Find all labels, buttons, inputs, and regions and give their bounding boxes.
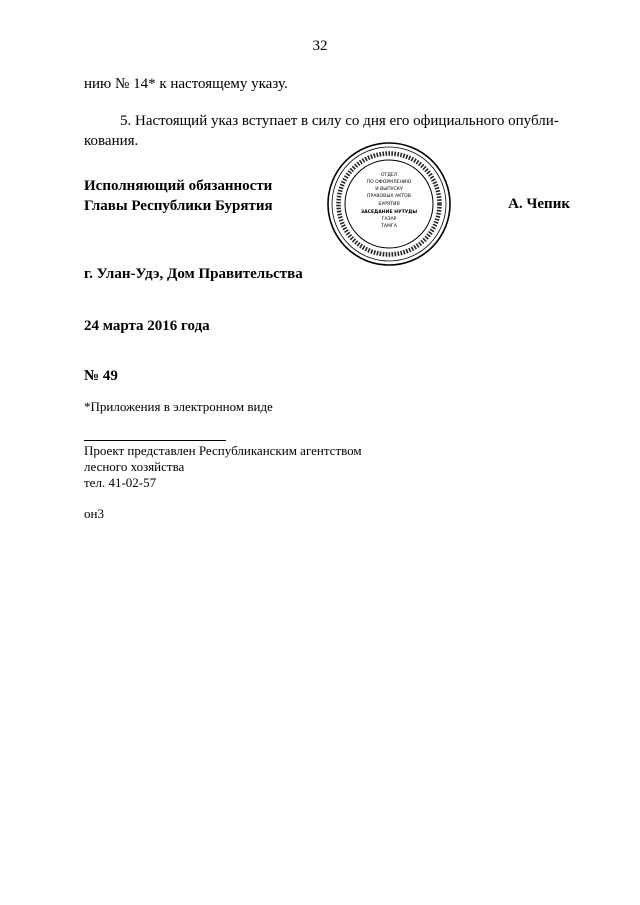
svg-text:ОТДЕЛ: ОТДЕЛ [380, 173, 398, 178]
signing-place: г. Улан-Удэ, Дом Правительства [84, 266, 303, 282]
svg-text:И ВЫПУСКУ: И ВЫПУСКУ [375, 187, 403, 192]
body-line-continuation: нию № 14* к настоящему указу. [84, 76, 288, 92]
svg-text:ГАЗАР: ГАЗАР [381, 217, 397, 222]
project-info-line-2: лесного хозяйства [84, 459, 185, 474]
svg-text:ПРАВОВЫХ АКТОВ: ПРАВОВЫХ АКТОВ [367, 194, 411, 199]
document-code: он3 [84, 506, 104, 521]
official-seal-stamp [326, 141, 452, 267]
project-info [84, 443, 362, 491]
paragraph-5-line-2: кования. [84, 133, 139, 149]
svg-text:ТАМГА: ТАМГА [381, 224, 397, 229]
svg-text:БУРЯТИЯ: БУРЯТИЯ [378, 202, 400, 207]
project-info-line-1: Проект представлен Республиканским агентством [84, 443, 362, 458]
project-phone: тел. 41-02-57 [84, 475, 157, 490]
svg-text:ПО ОФОРМЛЕНИЮ: ПО ОФОРМЛЕНИЮ [366, 180, 412, 185]
page-number: 32 [312, 38, 328, 54]
appendix-footnote: *Приложения в электронном виде [84, 399, 273, 414]
paragraph-5-line-1: 5. Настоящий указ вступает в силу со дня его официального опубли- [120, 113, 559, 129]
footnote-divider [84, 440, 226, 441]
decree-number: № 49 [84, 368, 118, 384]
signatory-title-line-2: Главы Республики Бурятия [84, 198, 273, 214]
signing-date: 24 марта 2016 года [84, 318, 210, 334]
svg-text:ЗАСЕДАНИЕ НУТУДЫ: ЗАСЕДАНИЕ НУТУДЫ [360, 210, 418, 215]
signatory-name: А. Чепик [508, 196, 570, 212]
signatory-title-line-1: Исполняющий обязанности [84, 178, 273, 194]
signatory-title [84, 176, 273, 216]
